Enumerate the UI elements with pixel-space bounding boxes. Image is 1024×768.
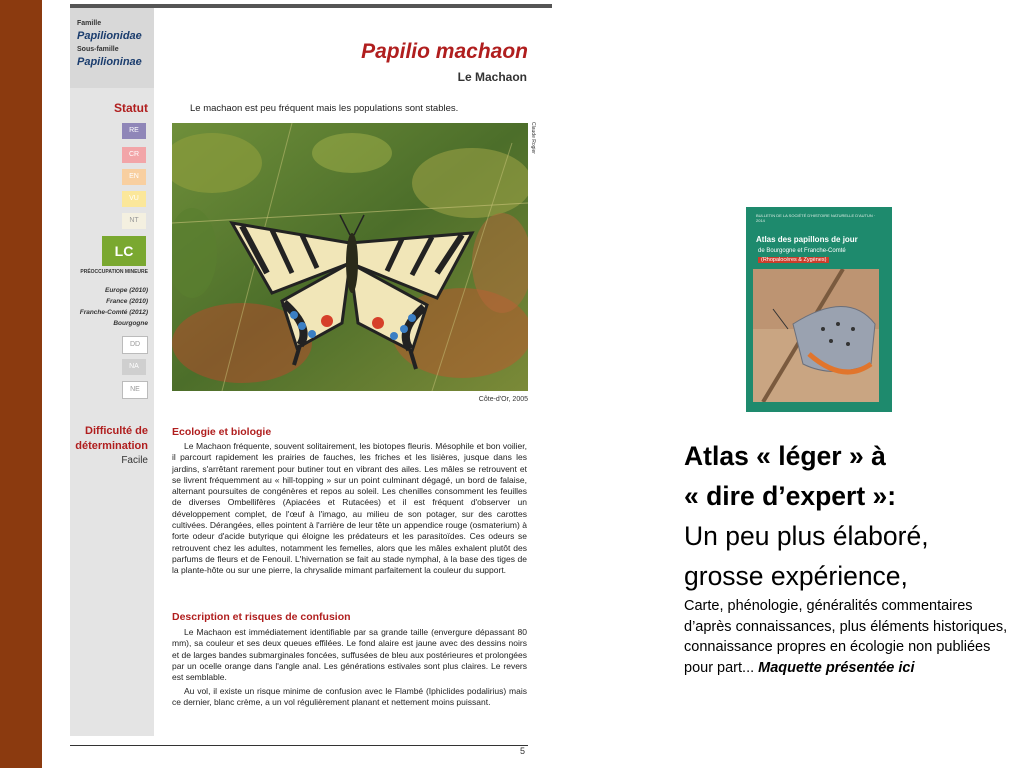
left-decorative-bar: [0, 0, 42, 768]
status-na: NA: [122, 359, 146, 375]
slide-caption: [684, 436, 1009, 678]
famille-label: Famille: [77, 20, 102, 27]
status-en: EN: [122, 169, 146, 185]
cover-title: Atlas des papillons de jour: [756, 235, 858, 244]
status-vu: VU: [122, 191, 146, 207]
atlas-cover: [746, 207, 892, 412]
caption-line-3: Un peu plus élaboré, grosse expérience,: [684, 521, 929, 591]
ref-franche-comte: Franche-Comté (2012): [79, 309, 148, 316]
sous-famille-label: Sous-famille: [77, 46, 119, 53]
difficulte-value: Facile: [121, 455, 148, 466]
cover-butterfly-photo: [753, 269, 879, 402]
page-number: 5: [520, 746, 526, 756]
section-ecologie-text: Le Machaon fréquente, souvent solitairement, les biotopes fleuris. Mésophile et bon voilier, il parcourt rapidement les prairies de fauches, les friches et les lisières, jusque dans les jardins, s'arrêtant rarement pour butiner tout en vibrant des ailes. Les mâles se retrouvent et se livrent fréquemment au « hill-topping » sur un point culminant dégagé, un bord de falaise, alternant poursuites de congénères et repos au soleil. Les chenilles consomment les feuilles de diverses Ombellifères (Apiacées et Rutacées) et il est fréquent d'observer un développement complet, de l'œuf à l'imago, au milieu de son potager, sur des carottes cultivées. Dérangées, elles pointent à l'arrière de leur tête un appendice rouge (osmaterium) à forte odeur d'acide butyrique qui éloigne les prédateurs et les parasitoïdes. Ces odeurs se retrouvent chez les adultes, notamment les femelles, alors que les mâles exhalent plutôt des parfums de fleurs et de Fenouil. L'hivernation se fait au stade nymphal, à la base des tiges de la plante-hôte ou sur une pierre, la chrysalide mimant parfaitement la couleur du support.: [172, 441, 527, 576]
cover-tag: (Rhopalocères & Zygènes): [758, 257, 829, 263]
status-nt: NT: [122, 213, 146, 229]
status-re: RE: [122, 123, 146, 139]
butterfly-photo: [172, 123, 528, 391]
bottom-rule: [70, 745, 528, 746]
cover-subtitle: de Bourgogne et Franche-Comté: [758, 248, 846, 254]
section-description-text: Le Machaon est immédiatement identifiable par sa grande taille (envergure dépassant 80 mm), sa couleur et ses deux queues effilées. Le fond alaire est jaune avec des dessins noirs et de larges bandes submarginales foncées, suffusées de bleu aux postérieures et prolongées par un ocelle orange dans l'angle anal. Les générations estivales sont plus claires. Le revers est semblable.: [172, 627, 527, 683]
status-cr: CR: [122, 147, 146, 163]
section-confusion-text: Au vol, il existe un risque minime de confusion avec le Flambé (Iphiclides podalirius) mais ce dernier, blanc crème, a un vol régulièrement planant et nettement moins puissant.: [172, 686, 527, 708]
caption-line-1: Atlas « léger » à: [684, 441, 886, 471]
photo-caption: Côte-d'Or, 2005: [478, 396, 528, 403]
photo-credit: Claude Rogier: [530, 122, 536, 154]
cover-top-text: BULLETIN DE LA SOCIÉTÉ D'HISTOIRE NATURELLE D'AUTUN · 2014: [756, 213, 876, 223]
status-dd: DD: [122, 336, 148, 354]
intro-text: Le machaon est peu fréquent mais les populations sont stables.: [190, 103, 459, 114]
preoccupation-label: PRÉOCCUPATION MINEURE: [80, 269, 148, 275]
statut-heading: Statut: [114, 101, 148, 115]
sous-famille-value: Papilioninae: [77, 56, 142, 68]
ref-france: France (2010): [106, 298, 148, 305]
species-title: Papilio machaon: [361, 40, 528, 63]
section-ecologie-title: Ecologie et biologie: [172, 426, 272, 438]
caption-details: [684, 596, 1009, 678]
difficulte-heading: Difficulté de détermination: [75, 425, 148, 452]
caption-details-text: Carte, phénologie, généralités commentaires d’après connaissances, plus éléments historiques, connaissance propres en écologie non publiées pour part...: [684, 598, 1008, 676]
swallowtail-illustration: [172, 123, 528, 391]
species-common-name: Le Machaon: [457, 70, 527, 84]
status-ne: NE: [122, 381, 148, 399]
ref-europe: Europe (2010): [105, 287, 148, 294]
caption-emphasis: Maquette présentée ici: [758, 659, 915, 676]
section-description-title: Description et risques de confusion: [172, 611, 351, 623]
famille-value: Papilionidae: [77, 30, 142, 42]
ref-bourgogne: Bourgogne: [113, 320, 148, 327]
caption-line-2: « dire d’expert »:: [684, 481, 897, 511]
status-lc: LC: [102, 236, 146, 266]
